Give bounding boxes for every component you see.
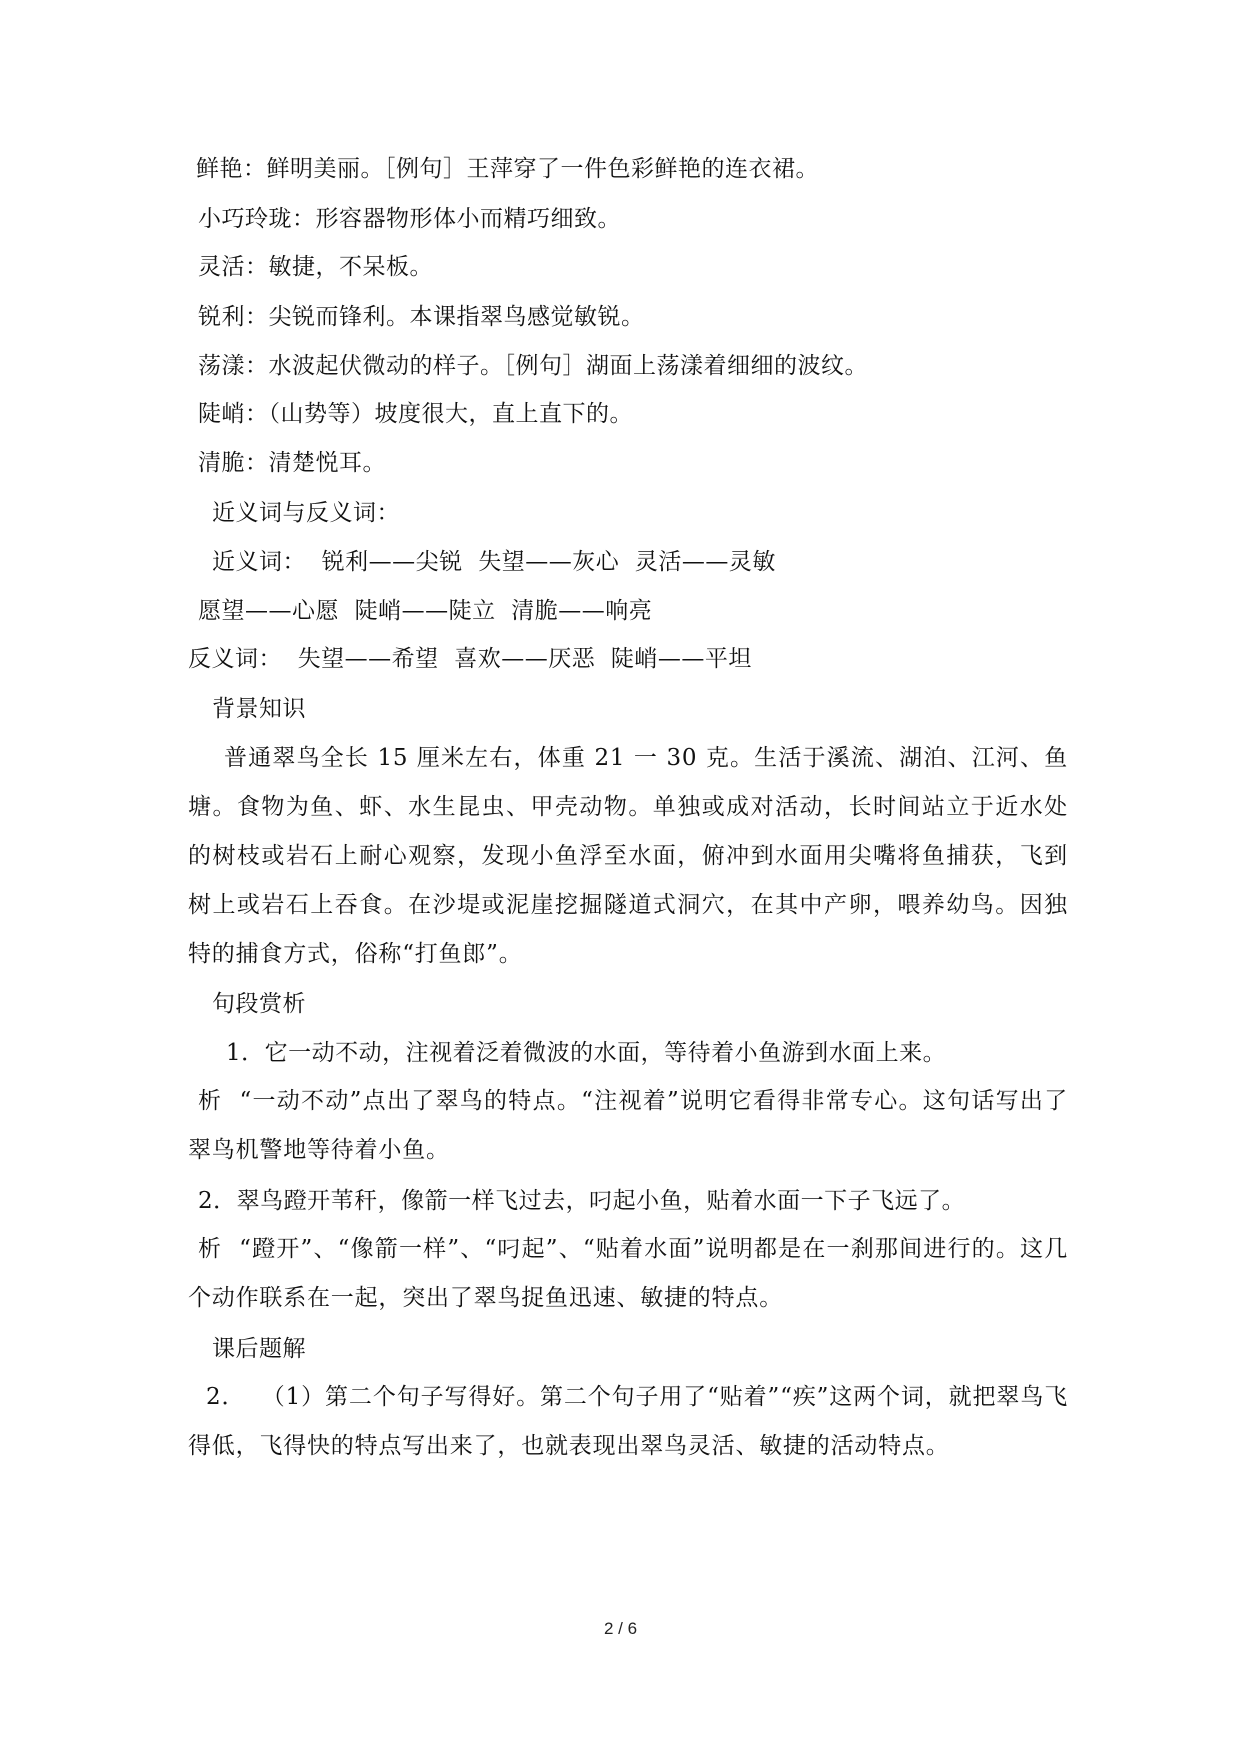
definition-xiaoqiaolinglong: 小巧玲珑：形容器物形体小而精巧细致。 xyxy=(198,206,621,232)
definition-qingcui: 清脆：清楚悦耳。 xyxy=(198,450,386,476)
synonyms-antonyms-heading: 近义词与反义词： xyxy=(212,500,400,526)
exercises-item-2: 2． （1）第二个句子写得好。第二个句子用了“贴着”“疾”这两个词，就把翠鸟飞得低，飞得快的特点写出来了，也就表现出翠鸟灵活、敏捷的活动特点。 xyxy=(188,1384,1068,1459)
analysis-heading: 句段赏析 xyxy=(212,991,306,1017)
analysis-item-1-sentence: 1．它一动不动，注视着泛着微波的水面，等待着小鱼游到水面上来。 xyxy=(226,1040,947,1066)
analysis-item-2-sentence: 2．翠鸟蹬开苇秆，像箭一样飞过去，叼起小鱼，贴着水面一下子飞远了。 xyxy=(198,1188,966,1214)
exercises-heading: 课后题解 xyxy=(212,1336,306,1362)
definition-ruili: 锐利：尖锐而锋利。本课指翠鸟感觉敏锐。 xyxy=(198,304,645,330)
definition-dangyang: 荡漾：水波起伏微动的样子。［例句］湖面上荡漾着细细的波纹。 xyxy=(198,353,868,379)
analysis-item-1-text: 析 “一动不动”点出了翠鸟的特点。“注视着”说明它看得非常专心。这句话写出了翠鸟机警地等待着小鱼。 xyxy=(188,1088,1068,1163)
synonyms-line-1: 近义词： 锐利——尖锐 失望——灰心 灵活——灵敏 xyxy=(212,549,776,575)
definition-xianyan: 鲜艳：鲜明美丽。［例句］王萍穿了一件色彩鲜艳的连衣裙。 xyxy=(196,156,819,182)
background-paragraph: 普通翠鸟全长 15 厘米左右，体重 21 一 30 克。生活于溪流、湖泊、江河、鱼塘。食物为鱼、虾、水生昆虫、甲壳动物。单独或成对活动，长时间站立于近水处的树枝或岩石上耐心观察，发现小鱼浮至水面，俯冲到水面用尖嘴将鱼捕获，飞到树上或岩石上吞食。在沙堤或泥崖挖掘隧道式洞穴，在其中产卵，喂养幼鸟。因独特的捕食方式，俗称“打鱼郎”。 xyxy=(188,745,1068,967)
page-number: 2 / 6 xyxy=(603,1619,638,1638)
definition-linghuo: 灵活：敏捷，不呆板。 xyxy=(198,254,433,280)
background-heading: 背景知识 xyxy=(212,696,306,722)
analysis-item-2-text: 析 “蹬开”、“像箭一样”、“叼起”、“贴着水面”说明都是在一刹那间进行的。这几个动作联系在一起，突出了翠鸟捉鱼迅速、敏捷的特点。 xyxy=(188,1236,1068,1311)
antonyms-line: 反义词： 失望——希望 喜欢——厌恶 陡峭——平坦 xyxy=(188,646,752,672)
definition-douqiao: 陡峭：（山势等）坡度很大，直上直下的。 xyxy=(198,401,633,427)
synonyms-line-2: 愿望——心愿 陡峭——陡立 清脆——响亮 xyxy=(198,598,653,624)
